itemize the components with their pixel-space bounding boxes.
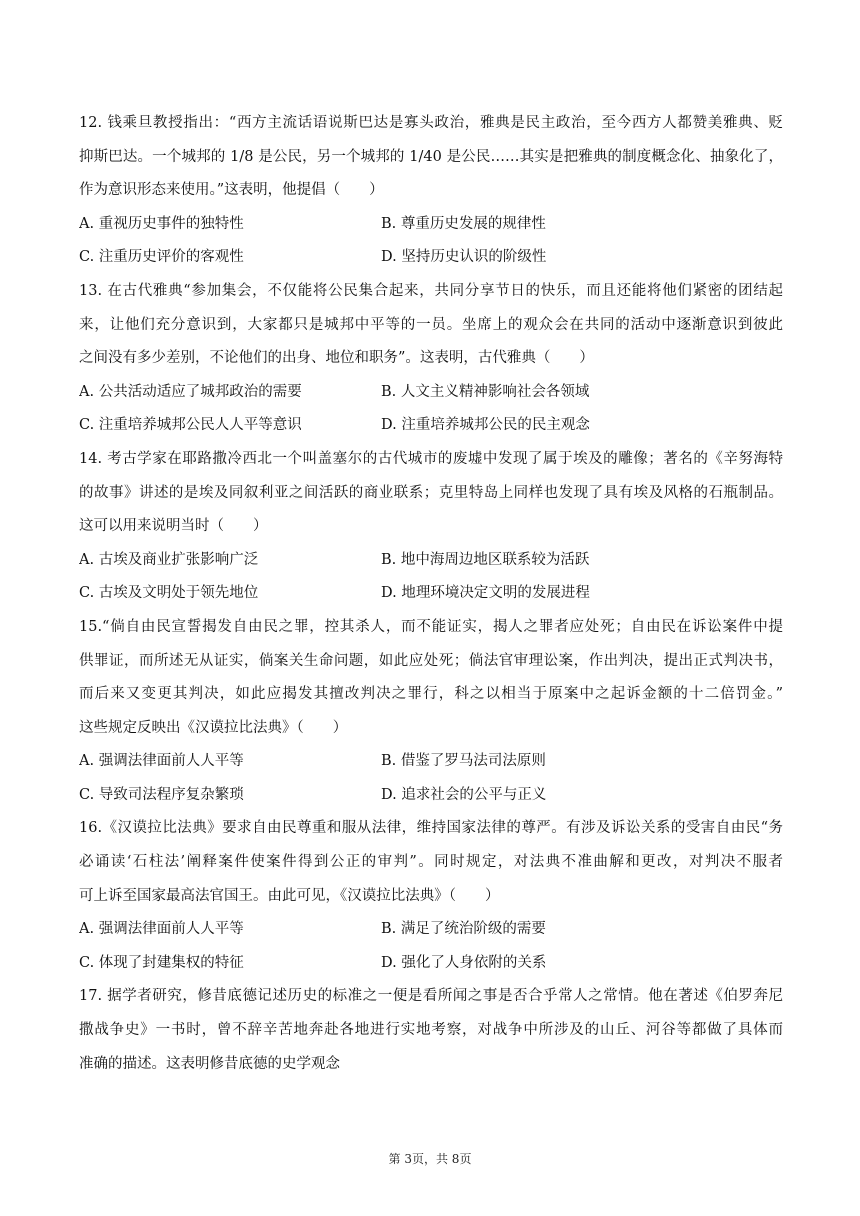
option-row [79,577,783,611]
question-15 [79,611,783,813]
question-stem-line: 抑斯巴达。一个城邦的 1/8 是公民，另一个城邦的 1/40 是公民……其实是把雅典的制度概念化、抽象化了， [79,148,783,165]
question-stem-line: 供罪证，而所述无从证实，倘案关生命问题，如此应处死；倘法官审理讼案，作出判决，提出正式判决书， [79,652,783,669]
option-d: D. 追求社会的公平与正义 [381,786,547,803]
option-a: A. 古埃及商业扩张影响广泛 [79,551,259,568]
question-stem-line: 准确的描述。这表明修昔底德的史学观念 [79,1055,340,1072]
question-stem-line: 14. 考古学家在耶路撒冷西北一个叫盖塞尔的古代城市的废墟中发现了属于埃及的雕像；著名的《辛努海特 [79,450,783,467]
option-c: C. 导致司法程序复杂繁琐 [79,786,244,803]
question-stem-line: 必诵读‘石柱法’阐释案件使案件得到公正的审判”。同时规定，对法典不准曲解和更改，对判决不服者 [79,854,783,871]
question-12 [79,107,783,275]
option-c: C. 注重培养城邦公民人人平等意识 [79,417,302,434]
option-row [79,241,783,275]
option-a: A. 强调法律面前人人平等 [79,753,244,770]
question-stem-line: 的故事》讲述的是埃及同叙利亚之间活跃的商业联系；克里特岛上同样也发现了具有埃及风格的石瓶制品。 [79,484,783,501]
option-a: A. 强调法律面前人人平等 [79,921,244,938]
question-stem-line: 12. 钱乘旦教授指出：“西方主流话语说斯巴达是寡头政治，雅典是民主政治，至今西方人都赞美雅典、贬 [79,115,783,131]
option-d: D. 强化了人身依附的关系 [381,954,547,971]
question-stem-line: 这些规定反映出《汉谟拉比法典》（ ） [79,719,348,736]
page-number-footer: 第 3页，共 8页 [388,1152,472,1166]
question-stem-line: 这可以用来说明当时（ ） [79,518,268,535]
question-13 [79,275,783,443]
option-row [79,544,783,578]
option-row [79,745,783,779]
question-16 [79,812,783,980]
question-stem-line: 之间没有多少差别，不论他们的出身、地位和职务”。这表明，古代雅典（ ） [79,350,594,367]
question-stem-line: 16.《汉谟拉比法典》要求自由民尊重和服从法律，维持国家法律的尊严。有涉及诉讼关系的受害自由民“务 [79,820,783,837]
option-b: B. 人文主义精神影响社会各领域 [381,383,590,400]
option-row [79,913,783,947]
option-d: D. 坚持历史认识的阶级性 [381,249,547,266]
option-row [79,947,783,981]
question-stem-line: 17. 据学者研究，修昔底德记述历史的标准之一便是看所闻之事是否合乎常人之常情。他在著述《伯罗奔尼 [79,988,783,1005]
option-d: D. 地理环境决定文明的发展进程 [381,585,590,602]
question-stem-line: 15.“倘自由民宣誓揭发自由民之罪，控其杀人，而不能证实，揭人之罪者应处死；自由民在诉讼案件中提 [79,618,783,635]
question-stem-line: 13. 在古代雅典“参加集会，不仅能将公民集合起来，共同分享节日的快乐，而且还能将他们紧密的团结起 [79,282,783,299]
option-a: A. 公共活动适应了城邦政治的需要 [79,383,302,400]
question-stem-line: 作为意识形态来使用。”这表明，他提倡（ ） [79,182,384,199]
option-a: A. 重视历史事件的独特性 [79,215,244,232]
option-c: C. 注重历史评价的客观性 [79,249,244,266]
question-list [79,107,783,1081]
option-b: B. 尊重历史发展的规律性 [381,215,546,232]
option-b: B. 借鉴了罗马法司法原则 [381,753,546,770]
question-17 [79,980,783,1081]
question-stem-line: 来，让他们充分意识到，大家都只是城邦中平等的一员。坐席上的观众会在共同的活动中逐渐意识到彼此 [79,316,783,333]
question-14 [79,443,783,611]
option-row [79,779,783,813]
question-stem-line: 而后来又变更其判决，如此应揭发其擅改判决之罪行，科之以相当于原案中之起诉金额的十二倍罚金。” [79,686,783,703]
option-row [79,376,783,410]
option-row [79,409,783,443]
question-stem-line: 撒战争史》一书时，曾不辞辛苦地奔赴各地进行实地考察，对战争中所涉及的山丘、河谷等都做了具体而 [79,1022,783,1039]
question-stem-line: 可上诉至国家最高法官国王。由此可见，《汉谟拉比法典》（ ） [79,887,500,904]
option-b: B. 地中海周边地区联系较为活跃 [381,551,590,568]
option-row [79,208,783,242]
option-c: C. 体现了封建集权的特征 [79,954,244,971]
option-b: B. 满足了统治阶级的需要 [381,921,546,938]
option-d: D. 注重培养城邦公民的民主观念 [381,417,590,434]
option-c: C. 古埃及文明处于领先地位 [79,585,259,602]
